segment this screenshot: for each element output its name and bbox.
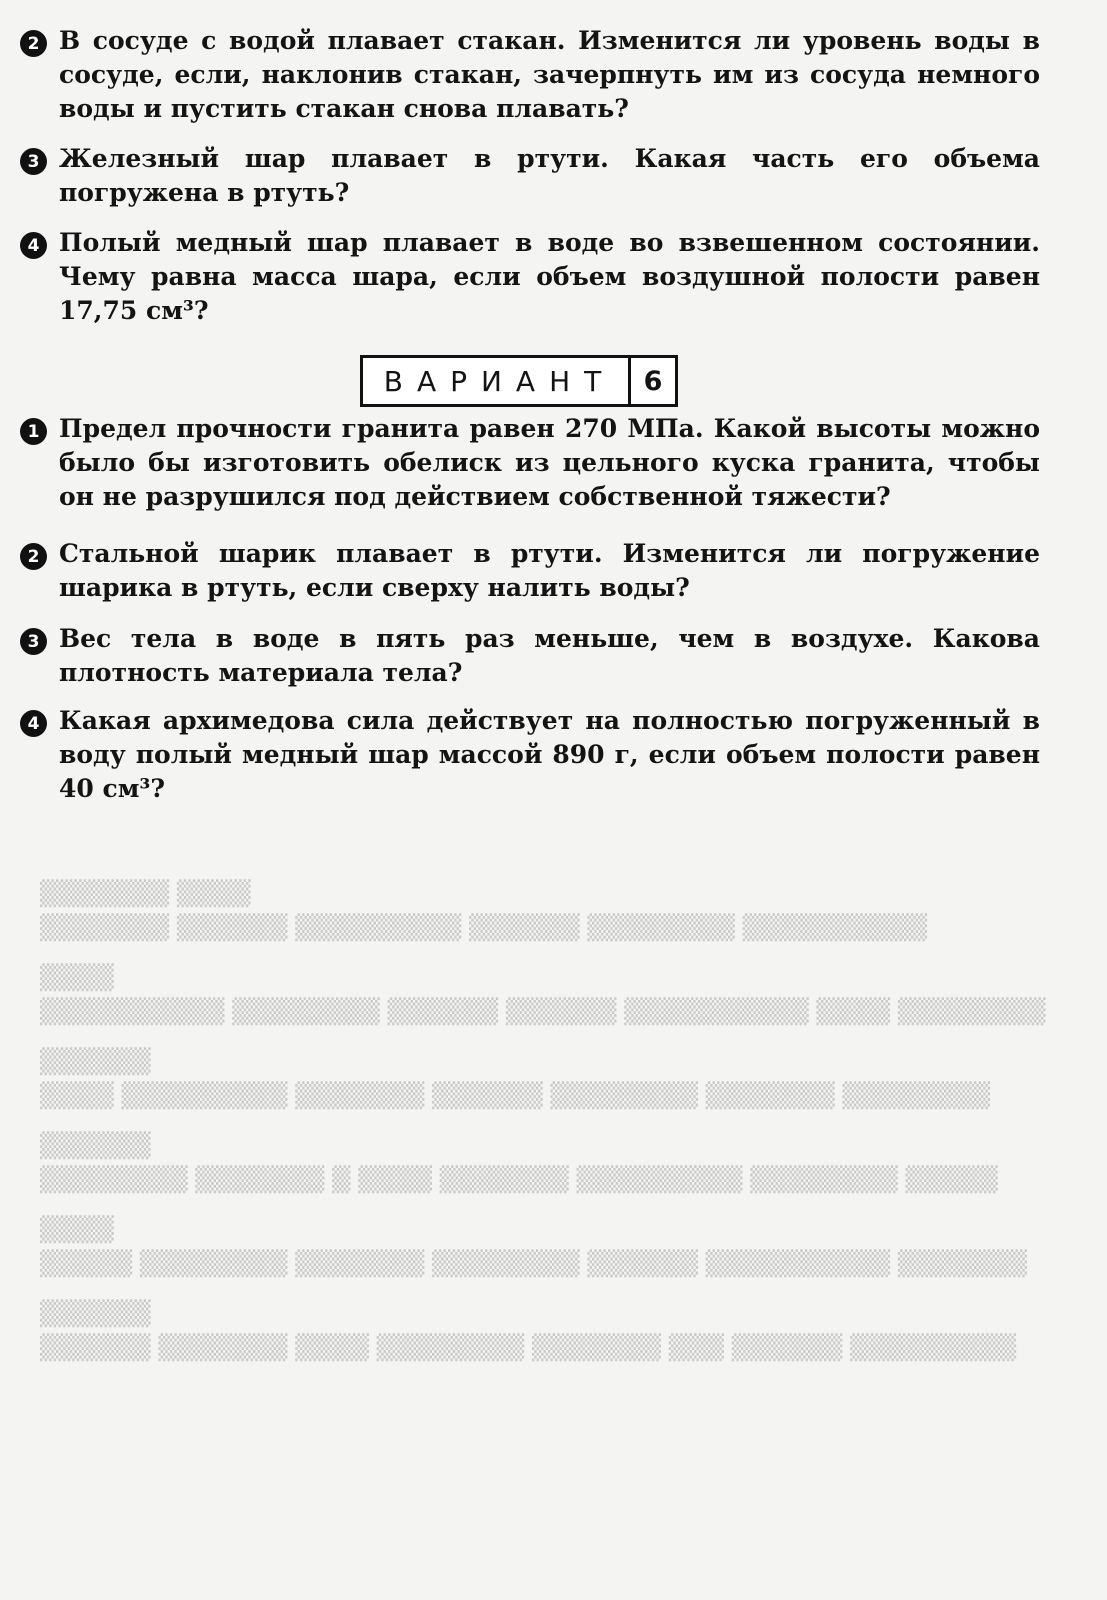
variant-number: 6 xyxy=(628,358,675,404)
question-number-badge: 4 xyxy=(20,232,47,259)
question-number-badge: 2 xyxy=(20,30,47,57)
question-text: Предел прочности гранита равен 270 МПа. Какой высоты можно было бы изготовить обелиск из цельного куска гранита, чтобы он не разрушился под действием собственной тяжести? xyxy=(59,414,1040,511)
question-number-badge: 2 xyxy=(20,543,47,570)
question-top-2 xyxy=(20,24,1040,126)
question-number-badge: 3 xyxy=(20,148,47,175)
question-number-badge: 1 xyxy=(20,418,47,445)
question-text: Стальной шарик плавает в ртути. Изменится ли погружение шарика в ртуть, если сверху налить воды? xyxy=(59,539,1040,602)
reverse-side-bleed-through: ▒▒▒▒▒▒ ▒▒▒▒▒▒▒ ▒▒▒▒ ▒▒▒▒▒▒▒▒ ▒▒▒▒▒▒▒ ▒▒▒ ▒▒▒▒▒▒ ▒▒▒▒▒▒▒▒▒ ▒▒▒▒▒▒ ▒▒▒▒▒ ▒▒▒▒▒▒▒▒ ▒▒▒▒▒▒▒ ▒▒▒▒▒▒▒▒ ▒▒▒▒▒▒ ▒▒▒▒▒▒▒▒▒▒ ▒▒▒▒▒▒▒ ▒▒▒▒ ▒▒▒▒▒▒▒▒ ▒▒▒▒▒▒▒ ▒ ▒▒▒▒ ▒▒▒▒▒▒▒ ▒▒▒▒▒▒▒▒▒ ▒▒▒▒▒▒▒▒ ▒▒▒▒▒ ▒▒▒▒▒▒ ▒▒▒▒ ▒▒▒▒▒▒▒▒▒ ▒▒▒▒▒▒▒ ▒▒▒▒▒▒ ▒▒▒▒▒▒▒▒ ▒▒▒▒▒▒▒ ▒▒▒▒▒▒▒▒ ▒▒▒▒▒▒ ▒▒▒▒▒▒▒▒▒▒ ▒▒▒▒▒▒▒▒ ▒▒▒▒▒▒ ▒▒▒▒▒▒ ▒▒▒▒▒▒▒▒▒▒ ▒▒▒▒ ▒▒▒▒▒▒▒▒ ▒▒▒▒ ▒▒▒▒▒▒▒ ▒▒▒▒▒▒ ▒▒▒▒▒▒▒▒▒ ▒▒▒▒▒▒ ▒▒▒▒▒▒▒▒ ▒▒▒▒▒▒▒▒▒▒ ▒▒▒▒▒▒▒ ▒▒▒▒ xyxy=(40,879,1046,1361)
question-number-badge: 4 xyxy=(20,710,47,737)
variant-label: ВАРИАНТ xyxy=(383,364,616,398)
question-text: Какая архимедова сила действует на полностью погруженный в воду полый медный шар массой 890 г, если объем полости равен 40 см³? xyxy=(59,706,1040,803)
question-text: Железный шар плавает в ртути. Какая часть его объема погружена в ртуть? xyxy=(59,144,1040,207)
question-number-badge: 3 xyxy=(20,628,47,655)
variant-question-3 xyxy=(20,622,1040,690)
variant-heading xyxy=(360,355,678,407)
question-top-4 xyxy=(20,226,1040,328)
variant-question-4 xyxy=(20,704,1040,806)
question-text: Полый медный шар плавает в воде во взвешенном состоянии. Чему равна масса шара, если объем воздушной полости равен 17,75 см³? xyxy=(59,228,1040,325)
question-text: В сосуде с водой плавает стакан. Изменится ли уровень воды в сосуде, если, наклонив стакан, зачерпнуть им из сосуда немного воды и пустить стакан снова плавать? xyxy=(59,26,1040,123)
question-text: Вес тела в воде в пять раз меньше, чем в воздухе. Какова плотность материала тела? xyxy=(59,624,1040,687)
variant-question-1 xyxy=(20,412,1040,514)
question-top-3 xyxy=(20,142,1040,210)
variant-question-2 xyxy=(20,537,1040,605)
